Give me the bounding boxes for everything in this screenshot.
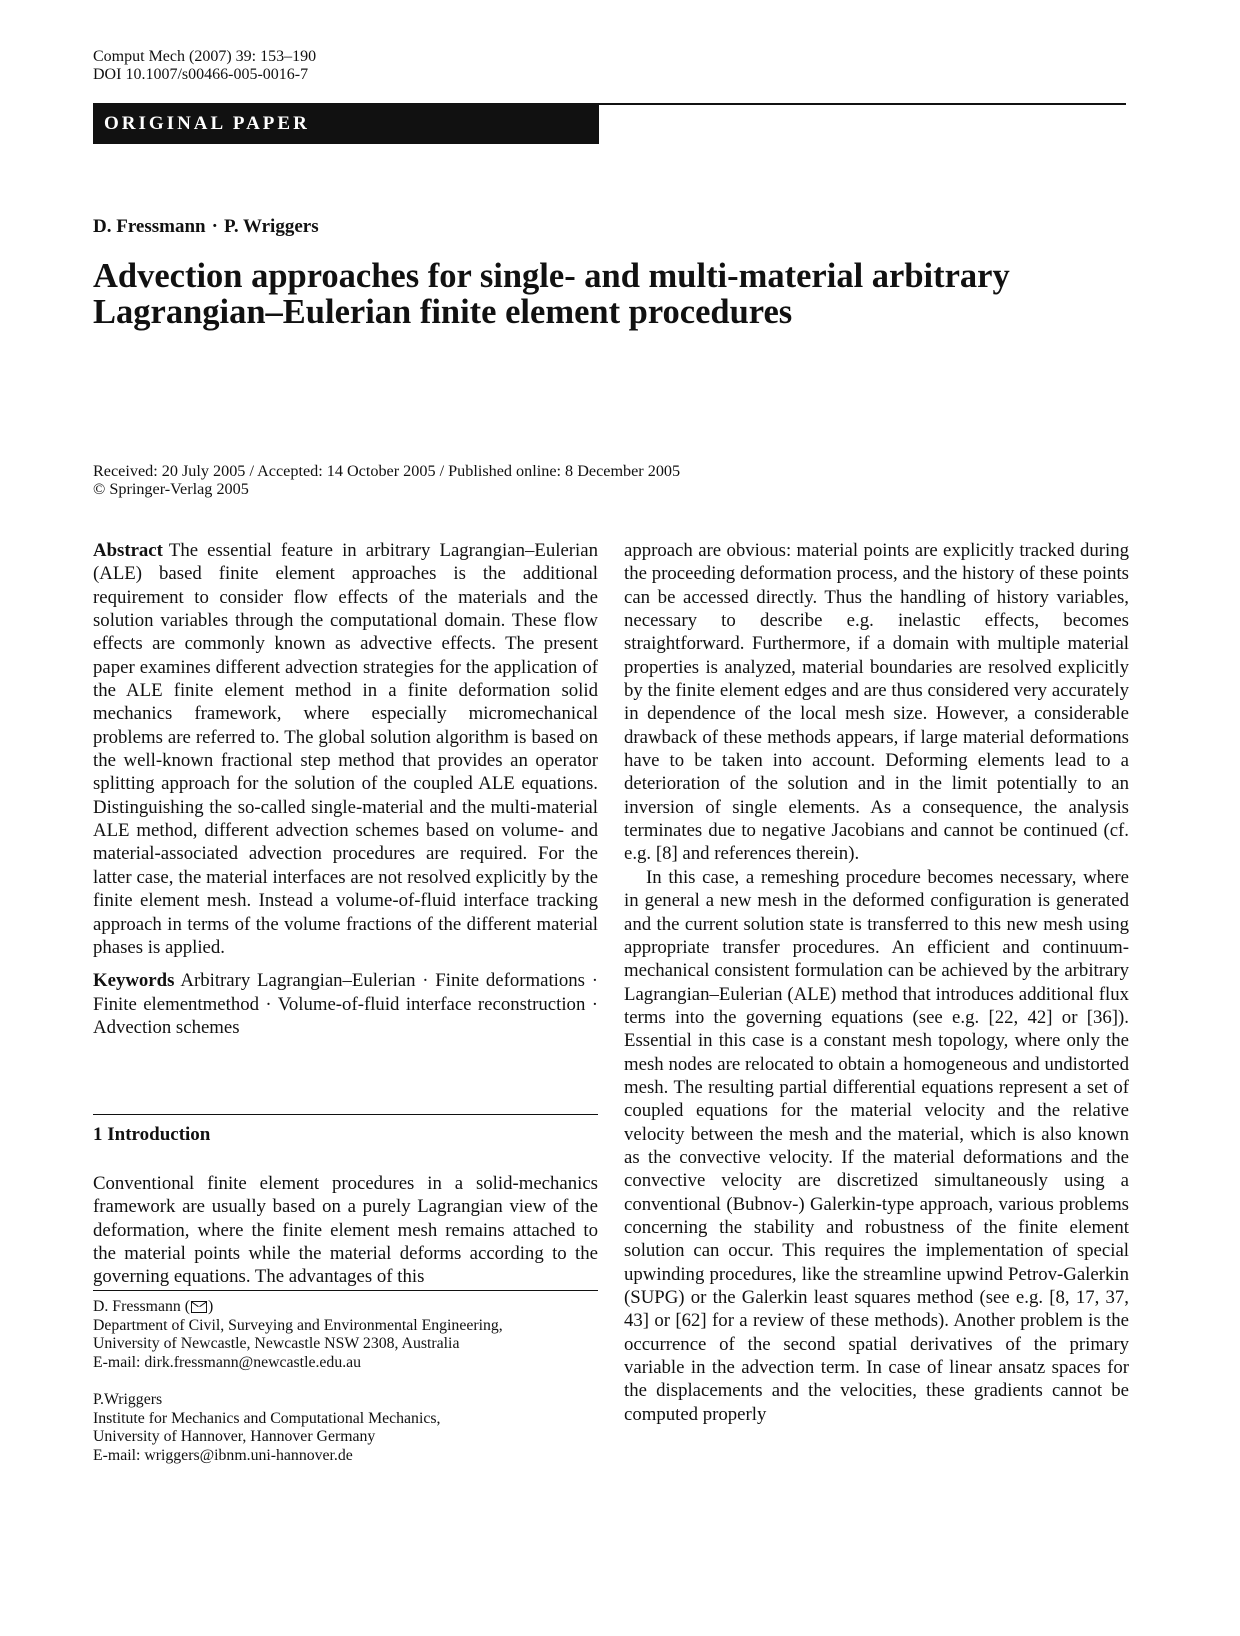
abstract-paragraph <box>93 539 598 959</box>
title-line: Advection approaches for single- and multi-material arbitrary <box>93 257 1010 295</box>
keywords-text: Arbitrary Lagrangian–Eulerian · Finite deformations · Finite elementmethod · Volume-of-fluid interface reconstruction · Advection schemes <box>93 970 598 1038</box>
section-divider <box>93 1114 598 1115</box>
affiliation-university: University of Newcastle, Newcastle NSW 2308, Australia <box>93 1335 460 1352</box>
affiliation-institute: Institute for Mechanics and Computational Mechanics, <box>93 1409 441 1427</box>
affiliation-university: University of Hannover, Hannover Germany <box>93 1428 376 1445</box>
header-rule <box>596 103 1126 105</box>
paper-title <box>93 258 1133 330</box>
section-heading-introduction: 1 Introduction <box>93 1124 211 1145</box>
doi: DOI 10.1007/s00466-005-0016-7 <box>93 66 309 83</box>
footnote-divider <box>93 1290 598 1291</box>
affiliation-author1 <box>93 1298 503 1372</box>
keywords-label: Keywords <box>93 970 175 992</box>
title-line: Lagrangian–Eulerian finite element procedures <box>93 293 793 331</box>
publication-dates: Received: 20 July 2005 / Accepted: 14 October 2005 / Published online: 8 December 2005 <box>93 462 681 480</box>
author-list <box>93 216 319 238</box>
abstract-label: Abstract <box>93 540 163 561</box>
author-separator: · <box>211 216 218 237</box>
abstract-section <box>93 539 598 1039</box>
author-name: D. Fressmann <box>93 216 206 237</box>
affiliation-name: D. Fressmann ( ) <box>93 1298 214 1315</box>
right-column-body <box>624 539 1129 1426</box>
abstract-text: The essential feature in arbitrary Lagrangian–Eulerian (ALE) based finite element approaches is the additional requirement to consider flow effects of the materials and the solution variables through the computational domain. These flow effects are commonly known as advective effects. The present paper examines different advection strategies for the application of the ALE finite element method in a finite deformation solid mechanics framework, where especially micromechanical problems are referred to. The global solution algorithm is based on the well-known fractional step method that provides an operator splitting approach for the solution of the coupled ALE equations. Distinguishing the so-called single-material and the multi-material ALE method, different advection schemes based on volume- and material-associated advection procedures are required. For the latter case, the material interfaces are not resolved explicitly by the finite element mesh. Instead a volume-of-fluid interface tracking approach in terms of the volume fractions of the different material phases is applied. <box>93 540 598 958</box>
keywords-paragraph <box>93 969 598 1039</box>
journal-citation: Comput Mech (2007) 39: 153–190 <box>93 48 317 65</box>
publication-info <box>93 462 680 498</box>
affiliation-email[interactable]: E-mail: dirk.fressmann@newcastle.edu.au <box>93 1353 362 1371</box>
introduction-body <box>93 1172 598 1289</box>
envelope-icon <box>191 1301 207 1313</box>
body-paragraph: approach are obvious: material points are explicitly tracked during the proceeding deformation process, and the history of these points can be accessed directly. Thus the handling of history variables, necessary to describe e.g. inelastic effects, becomes straightforward. Furthermore, if a domain with multiple material properties is analyzed, material boundaries are resolved explicitly by the finite element edges and are thus considered very accurately in dependence of the local mesh size. However, a considerable drawback of these methods appears, if large material deformations have to be taken into account. Deforming elements lead to a deterioration of the solution and in the limit potentially to an inversion of single elements. As a consequence, the analysis terminates due to negative Jacobians and cannot be continued (cf. e.g. [8] and references therein). <box>624 540 1129 865</box>
copyright: © Springer-Verlag 2005 <box>93 480 249 498</box>
affiliation-name: P.Wriggers <box>93 1391 163 1408</box>
affiliation-email[interactable]: E-mail: wriggers@ibnm.uni-hannover.de <box>93 1446 353 1464</box>
article-type-banner: ORIGINAL PAPER <box>93 103 599 144</box>
body-paragraph: Conventional finite element procedures in a solid-mechanics framework are usually based on a purely Lagrangian view of the deformation, where the finite element mesh remains attached to the material points while the material deforms according to the governing equations. The advantages of this <box>93 1173 598 1288</box>
author-name: P. Wriggers <box>223 216 319 237</box>
affiliation-department: Department of Civil, Surveying and Environmental Engineering, <box>93 1316 503 1334</box>
affiliation-author2 <box>93 1391 440 1465</box>
body-paragraph: In this case, a remeshing procedure becomes necessary, where in general a new mesh in the deformed configuration is generated and the current solution state is transferred to this new mesh using appropriate transfer procedures. An efficient and continuum-mechanical consistent formulation can be achieved by the arbitrary Lagrangian–Eulerian (ALE) method that introduces additional flux terms into the governing equations (see e.g. [22, 42] or [36]). Essential in this case is a constant mesh topology, where only the mesh nodes are relocated to obtain a homogeneous and undistorted mesh. The resulting partial differential equations represent a set of coupled equations for the material velocity and the relative velocity between the mesh and the material, which is also known as the convective velocity. If the material deformations and the convective velocity are discretized simultaneously using a conventional (Bubnov-) Galerkin-type approach, various problems concerning the stability and robustness of the finite element solution can occur. This requires the implementation of special upwinding procedures, like the streamline upwind Petrov-Galerkin (SUPG) or the Galerkin least squares method (see e.g. [8, 17, 37, 43] or [62] for a review of these methods). Another problem is the occurrence of the second spatial derivatives of the primary variable in the advection term. In case of linear ansatz spaces for the displacements and the velocities, these gradients cannot be computed properly <box>624 866 1129 1425</box>
